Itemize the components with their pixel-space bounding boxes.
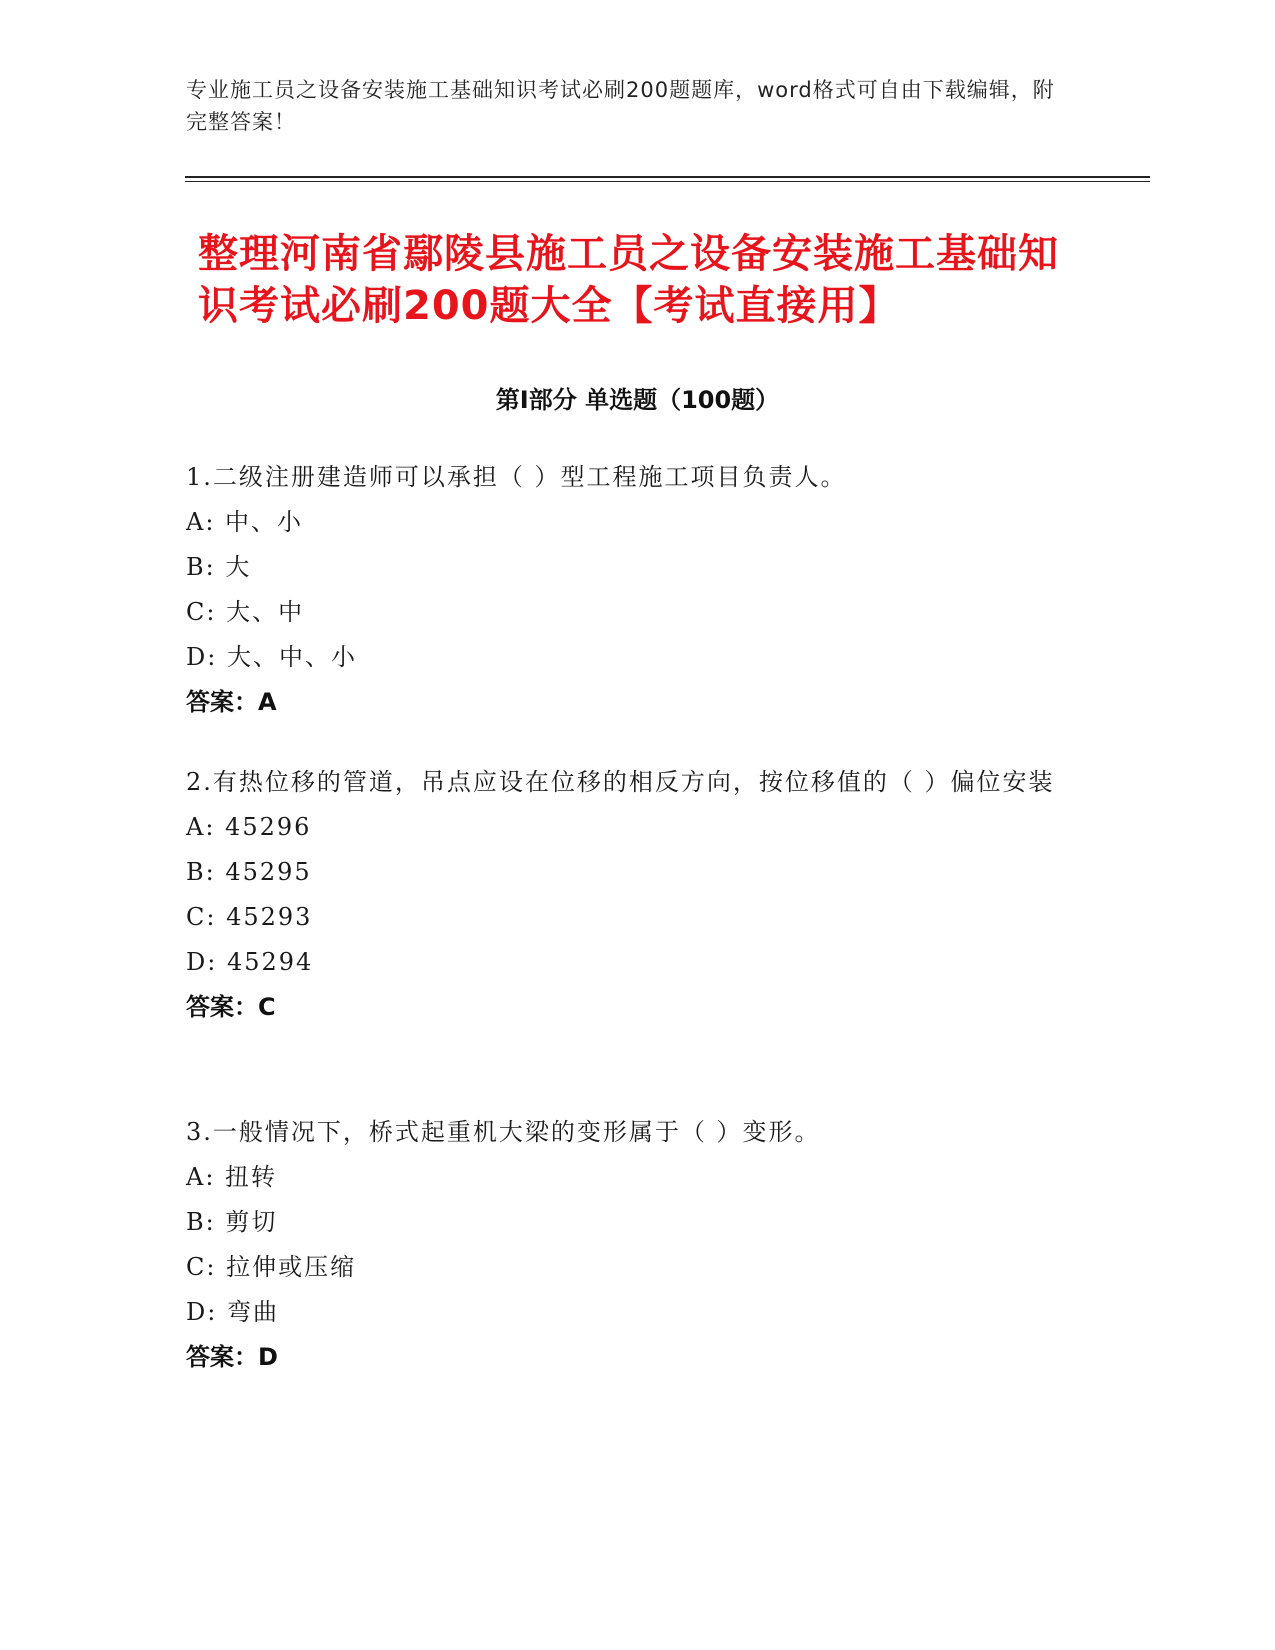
question-stem: 3.一般情况下，桥式起重机大梁的变形属于（ ）变形。 xyxy=(186,1118,821,1146)
option-a: A: 中、小 xyxy=(186,508,304,536)
section-heading: 第Ⅰ部分 单选题（100题） xyxy=(495,386,780,414)
answer: 答案：A xyxy=(186,688,277,716)
answer: 答案：D xyxy=(186,1343,278,1371)
option-a: A: 45296 xyxy=(186,813,312,841)
question-3 xyxy=(186,1110,1086,1380)
option-b: B: 大 xyxy=(186,553,252,581)
option-d: D: 45294 xyxy=(186,948,314,976)
option-c: C: 大、中 xyxy=(186,598,305,626)
option-c: C: 拉伸或压缩 xyxy=(186,1253,357,1281)
option-d: D: 大、中、小 xyxy=(186,643,357,671)
header-rule-thick xyxy=(185,176,1150,178)
question-2 xyxy=(186,760,1086,1030)
option-b: B: 剪切 xyxy=(186,1208,278,1236)
question-stem: 1.二级注册建造师可以承担（ ）型工程施工项目负责人。 xyxy=(186,463,847,491)
answer: 答案：C xyxy=(186,993,276,1021)
header-rule-thin xyxy=(185,181,1150,182)
option-a: A: 扭转 xyxy=(186,1163,278,1191)
question-stem: 2.有热位移的管道，吊点应设在位移的相反方向，按位移值的（ ）偏位安装 xyxy=(186,768,1055,796)
header-note: 专业施工员之设备安装施工基础知识考试必刷200题题库，word格式可自由下载编辑，附完整答案！ xyxy=(186,78,1055,134)
option-d: D: 弯曲 xyxy=(186,1298,279,1326)
option-b: B: 45295 xyxy=(186,858,312,886)
option-c: C: 45293 xyxy=(186,903,313,931)
question-1 xyxy=(186,455,1086,725)
document-title: 整理河南省鄢陵县施工员之设备安装施工基础知识考试必刷200题大全【考试直接用】 xyxy=(198,231,1059,329)
